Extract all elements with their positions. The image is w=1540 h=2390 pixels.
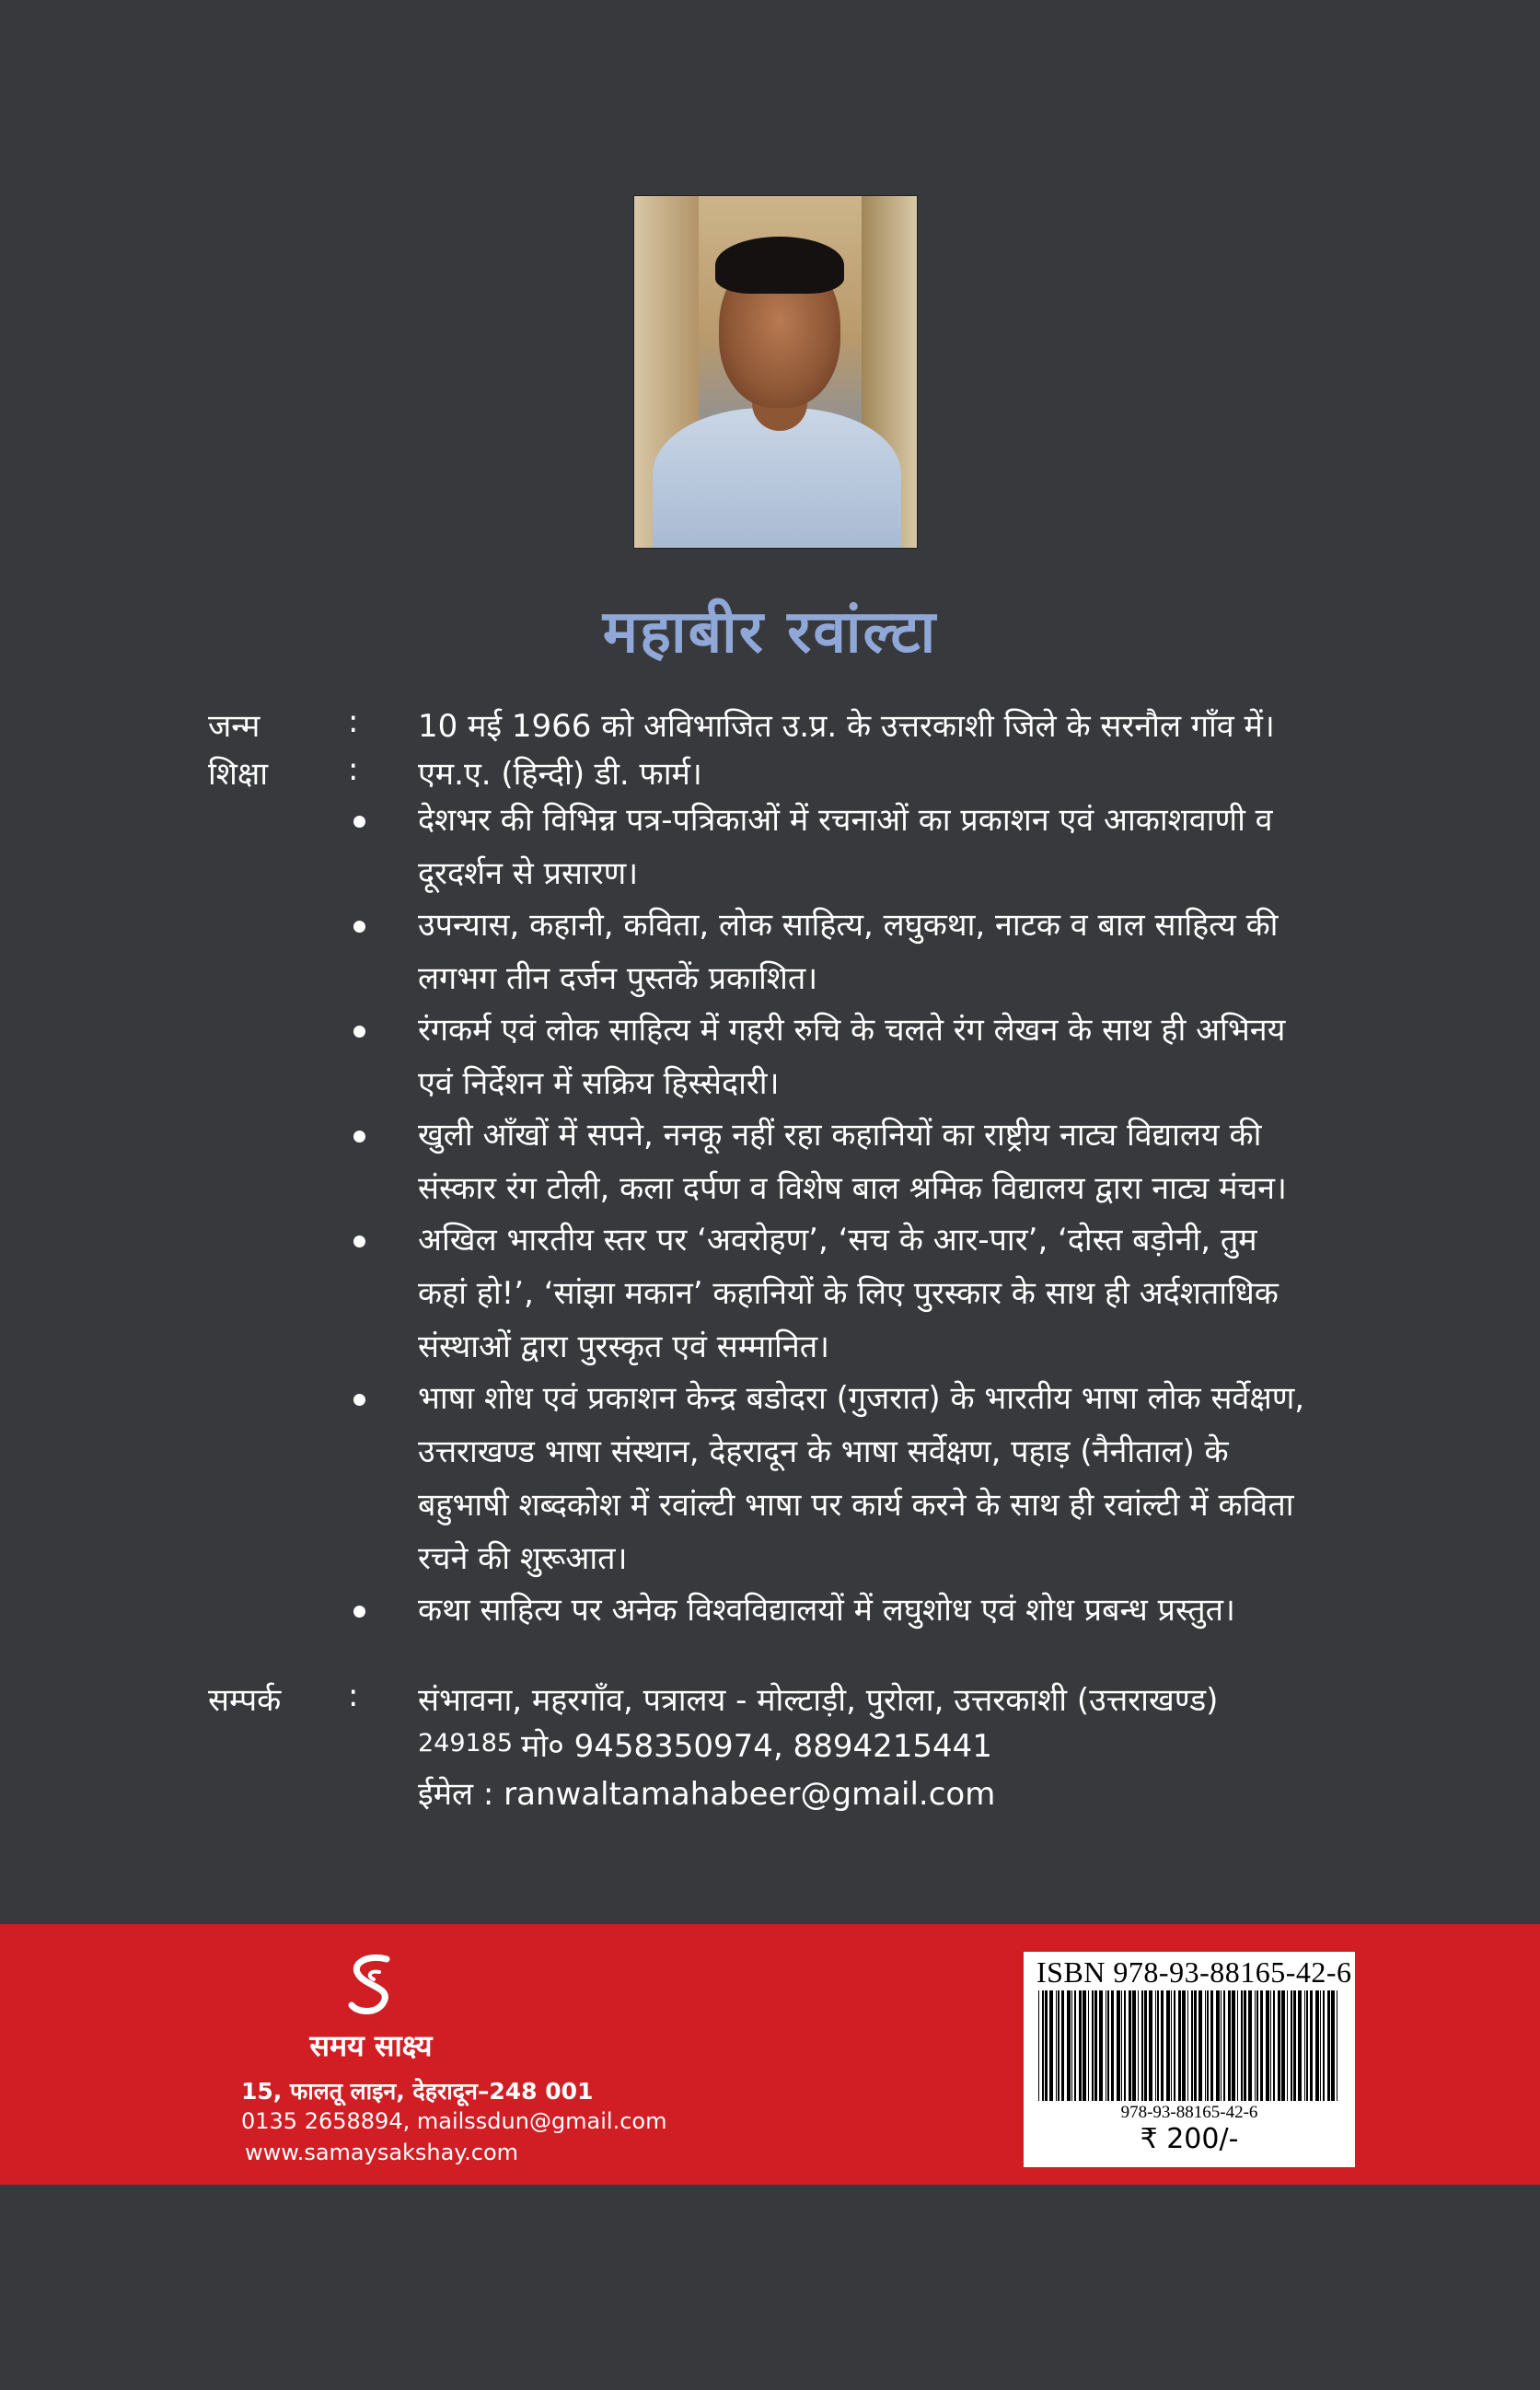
bullet-line: रचने की शुरूआत। xyxy=(418,1540,628,1577)
bullet-line: संस्कार रंग टोली, कला दर्पण व विशेष बाल श्रमिक विद्यालय द्वारा नाट्य मंचन। xyxy=(418,1170,1287,1207)
bullet-line: लगभग तीन दर्जन पुस्तकें प्रकाशित। xyxy=(418,960,818,997)
publisher-logo-icon xyxy=(339,1952,405,2024)
bullet-dot xyxy=(353,816,365,828)
isbn-digits: 978-93-88165-42-6 xyxy=(1120,2103,1258,2122)
bullet-line: देशभर की विभिन्न पत्र-पत्रिकाओं में रचनाओं का प्रकाशन एवं आकाशवाणी व xyxy=(418,802,1273,839)
author-photo xyxy=(633,195,918,549)
birth-label: जन्म xyxy=(208,708,261,745)
bullet-dot xyxy=(353,1394,365,1406)
bullet-line: खुली आँखों में सपने, ननकू नहीं रहा कहानियों का राष्ट्रीय नाट्य विद्यालय की xyxy=(418,1117,1262,1154)
birth-value: 10 मई 1966 को अविभाजित उ.प्र. के उत्तरकाशी जिले के सरनौल गाँव में। xyxy=(418,708,1275,745)
contact-email: ईमेल : ranwaltamahabeer@gmail.com xyxy=(418,1776,996,1813)
publisher-contact: 0135 2658894, mailssdun@gmail.com xyxy=(241,2108,667,2134)
contact-colon: : xyxy=(348,1677,359,1714)
bullet-line: बहुभाषी शब्दकोश में रवांल्टी भाषा पर कार्य करने के साथ ही रवांल्टी में कविता xyxy=(418,1487,1294,1524)
bullet-line: संस्थाओं द्वारा पुरस्कृत एवं सम्मानित। xyxy=(418,1328,829,1365)
contact-pin: 249185 xyxy=(418,1729,514,1758)
bullet-line: अखिल भारतीय स्तर पर ‘अवरोहण’, ‘सच के आर-पार’, ‘दोस्त बड़ोनी, तुम xyxy=(418,1222,1257,1259)
bullet-line: कथा साहित्य पर अनेक विश्वविद्यालयों में लघुशोध एवं शोध प्रबन्ध प्रस्तुत। xyxy=(418,1592,1235,1629)
bullet-dot xyxy=(353,1026,365,1038)
contact-phone: मो० 9458350974, 8894215441 xyxy=(521,1728,992,1765)
isbn-barcode-box xyxy=(1024,1952,1355,2167)
education-label: शिक्षा xyxy=(208,756,269,793)
birth-colon: : xyxy=(348,703,359,740)
bullet-line: रंगकर्म एवं लोक साहित्य में गहरी रुचि के चलते रंग लेखन के साथ ही अभिनय xyxy=(418,1012,1286,1049)
bullet-line: एवं निर्देशन में सक्रिय हिस्सेदारी। xyxy=(418,1065,780,1102)
education-value: एम.ए. (हिन्दी) डी. फार्म। xyxy=(418,756,702,793)
bullet-line: कहां हो!’, ‘सांझा मकान’ कहानियों के लिए पुरस्कार के साथ ही अर्दशताधिक xyxy=(418,1275,1279,1312)
bullet-dot xyxy=(353,921,365,933)
publisher-address: 15, फालतू लाइन, देहरादून–248 001 xyxy=(241,2078,594,2105)
publisher-website: www.samaysakshay.com xyxy=(245,2140,519,2165)
isbn-label: ISBN 978-93-88165-42-6 xyxy=(1036,1955,1352,1989)
bullet-dot xyxy=(353,1131,365,1143)
bullet-dot xyxy=(353,1606,365,1618)
bullet-dot xyxy=(353,1236,365,1247)
price: ₹ 200/- xyxy=(1140,2123,1239,2155)
publisher-name: समय साक्ष्य xyxy=(309,2028,433,2063)
barcode-icon xyxy=(1038,1990,1342,2101)
bullet-line: भाषा शोध एवं प्रकाशन केन्द्र बडोदरा (गुजरात) के भारतीय भाषा लोक सर्वेक्षण, xyxy=(418,1380,1305,1417)
education-colon: : xyxy=(348,751,359,788)
bullet-line: उत्तराखण्ड भाषा संस्थान, देहरादून के भाषा सर्वेक्षण, पहाड़ (नैनीताल) के xyxy=(418,1433,1229,1470)
bullet-line: दूरदर्शन से प्रसारण। xyxy=(418,855,639,892)
author-name: महाबीर रवांल्टा xyxy=(602,598,938,667)
bullet-line: उपन्यास, कहानी, कविता, लोक साहित्य, लघुकथा, नाटक व बाल साहित्य की xyxy=(418,907,1279,944)
contact-address: संभावना, महरगाँव, पत्रालय - मोल्टाड़ी, पुरोला, उत्तरकाशी (उत्तराखण्ड) xyxy=(418,1682,1219,1719)
contact-label: सम्पर्क xyxy=(208,1682,282,1719)
